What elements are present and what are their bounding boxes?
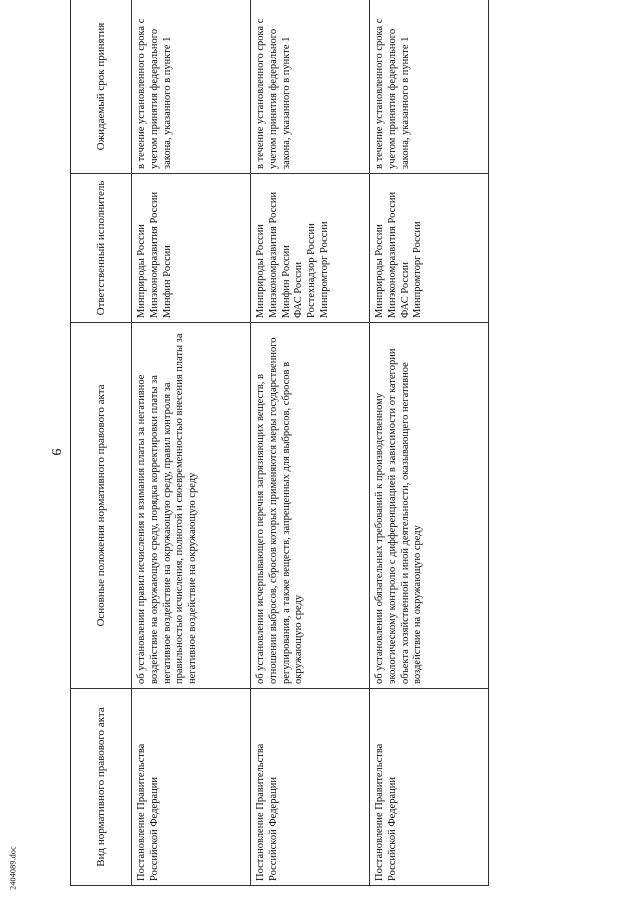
act-type-cell: Постановление Правительства Российской Федерации [251,689,370,886]
executor-item: Минэкономразвития России [267,191,279,318]
executor-item: Минэкономразвития России [148,191,160,318]
executor-item: Минприроды России [255,224,266,318]
table-header-row [71,0,132,886]
executor-item: ФАС России [293,262,305,318]
deadline-cell: в течение установленного срока с учетом принятия федерального закона, указанного в пункте 1 [132,0,251,174]
executor-item: Минприроды России [136,224,147,318]
executor-item: Минфин России [280,245,292,318]
executor-item: ФАС России [399,262,411,318]
act-type-cell: Постановление Правительства Российской Федерации [132,689,251,886]
document-id: 2404089.doc [8,846,18,890]
executor-item: Минпромторг России [318,221,330,318]
act-type-cell: Постановление Правительства Российской Федерации [370,689,489,886]
header-provisions: Основные положения нормативного правового акта [71,323,132,689]
table-row [132,0,251,886]
table-row [251,0,370,886]
header-executor: Ответственный исполнитель [71,174,132,323]
page-number: 9 [48,448,63,456]
executor-item: Минфин России [161,245,173,318]
executor-cell [132,174,251,323]
header-deadline: Ожидаемый срок принятия [71,0,132,174]
header-act-type: Вид нормативного правового акта [71,689,132,886]
deadline-cell: в течение установленного срока с учетом принятия федерального закона, указанного в пункте 1 [251,0,370,174]
provisions-cell: об установлении исчерпывающего перечня загрязняющих веществ, в отношении выбросов, сбросов которых применяются меры государственного регулирования, а также веществ, запрещенных для выбросов, сбросов в окружающую среду [251,323,370,689]
provisions-cell: об установлении обязательных требований к производственному экологическому контролю с дифференциацией в зависимости от категории объекта хозяйственной и иной деятельности, оказывающего негативное воздействие на окружающую среду [370,323,489,689]
legal-acts-table [70,0,489,886]
provisions-cell: об установлении правил исчисления и взимания платы за негативное воздействие на окружающую среду, порядка корректировки платы за негативное воздействие на окружающую среду, правил контроля за правильностью исчисления, полнотой и своевременностью внесения платы за негативное воздействие на окружающую среду [132,323,251,689]
executor-cell [251,174,370,323]
executor-item: Минприроды России [374,224,385,318]
executor-item: Минпромторг России [412,221,424,318]
rotated-table-container [70,18,570,886]
executor-item: Ростехнадзор России [306,223,318,318]
deadline-cell: в течение установленного срока с учетом принятия федерального закона, указанного в пункте 1 [370,0,489,174]
table-row [370,0,489,886]
executor-item: Минэкономразвития России [386,191,398,318]
executor-cell [370,174,489,323]
